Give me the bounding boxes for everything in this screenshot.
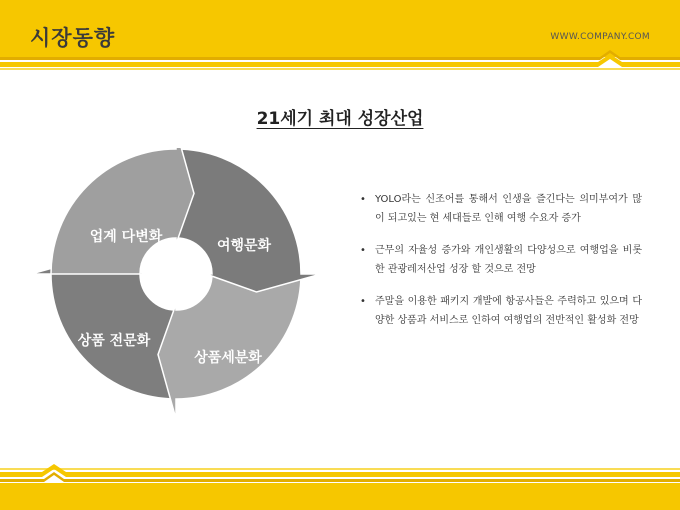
bullet-item-1: • YOLO라는 신조어를 통해서 인생을 즐긴다는 의미부여가 많이 되고있는 현 세대들로 인해 여행 수요자 증가 — [360, 194, 642, 224]
segment-label-4: 상품 전문화 — [77, 333, 151, 349]
slide-heading — [0, 104, 680, 129]
cycle-segment-1 — [51, 148, 194, 274]
bullet-item-3: • 주말을 이용한 패키지 개발에 항공사들은 주력하고 있으며 다양한 상품과 서비스로 인하여 여행업의 전반적인 활성화 전망 — [360, 296, 642, 326]
segment-label-1: 업계 다변화 — [89, 229, 163, 245]
bullet-item-2: • 근무의 자율성 증가와 개인생활의 다양성으로 여행업을 비롯한 관광레저산업 성장 할 것으로 전망 — [360, 245, 642, 275]
company-url: WWW.COMPANY.COM — [550, 32, 650, 42]
segment-label-3: 상품세분화 — [194, 350, 262, 366]
bullet-text-3: 주말을 이용한 패키지 개발에 항공사들은 주력하고 있으며 다양한 상품과 서비스로 인하여 여행업의 전반적인 활성화 전망 — [375, 296, 642, 326]
bullet-text-2: 근무의 자율성 증가와 개인생활의 다양성으로 여행업을 비롯한 관광레저산업 성장 할 것으로 전망 — [375, 245, 642, 275]
footer-band — [0, 462, 680, 510]
bullet-list — [360, 190, 642, 343]
cycle-segment-4 — [31, 256, 176, 399]
cycle-segment-2 — [176, 149, 321, 292]
segment-label-2: 여행문화 — [216, 238, 272, 254]
slide-heading-text: 21세기 최대 성장산업 — [256, 109, 424, 129]
page-title: 시장동향 — [30, 26, 116, 50]
cycle-diagram — [30, 148, 322, 440]
cycle-graphic — [30, 148, 322, 440]
bullet-text-1: YOLO라는 신조어를 통해서 인생을 즐긴다는 의미부여가 많이 되고있는 현 세대들로 인해 여행 수요자 증가 — [375, 194, 642, 224]
